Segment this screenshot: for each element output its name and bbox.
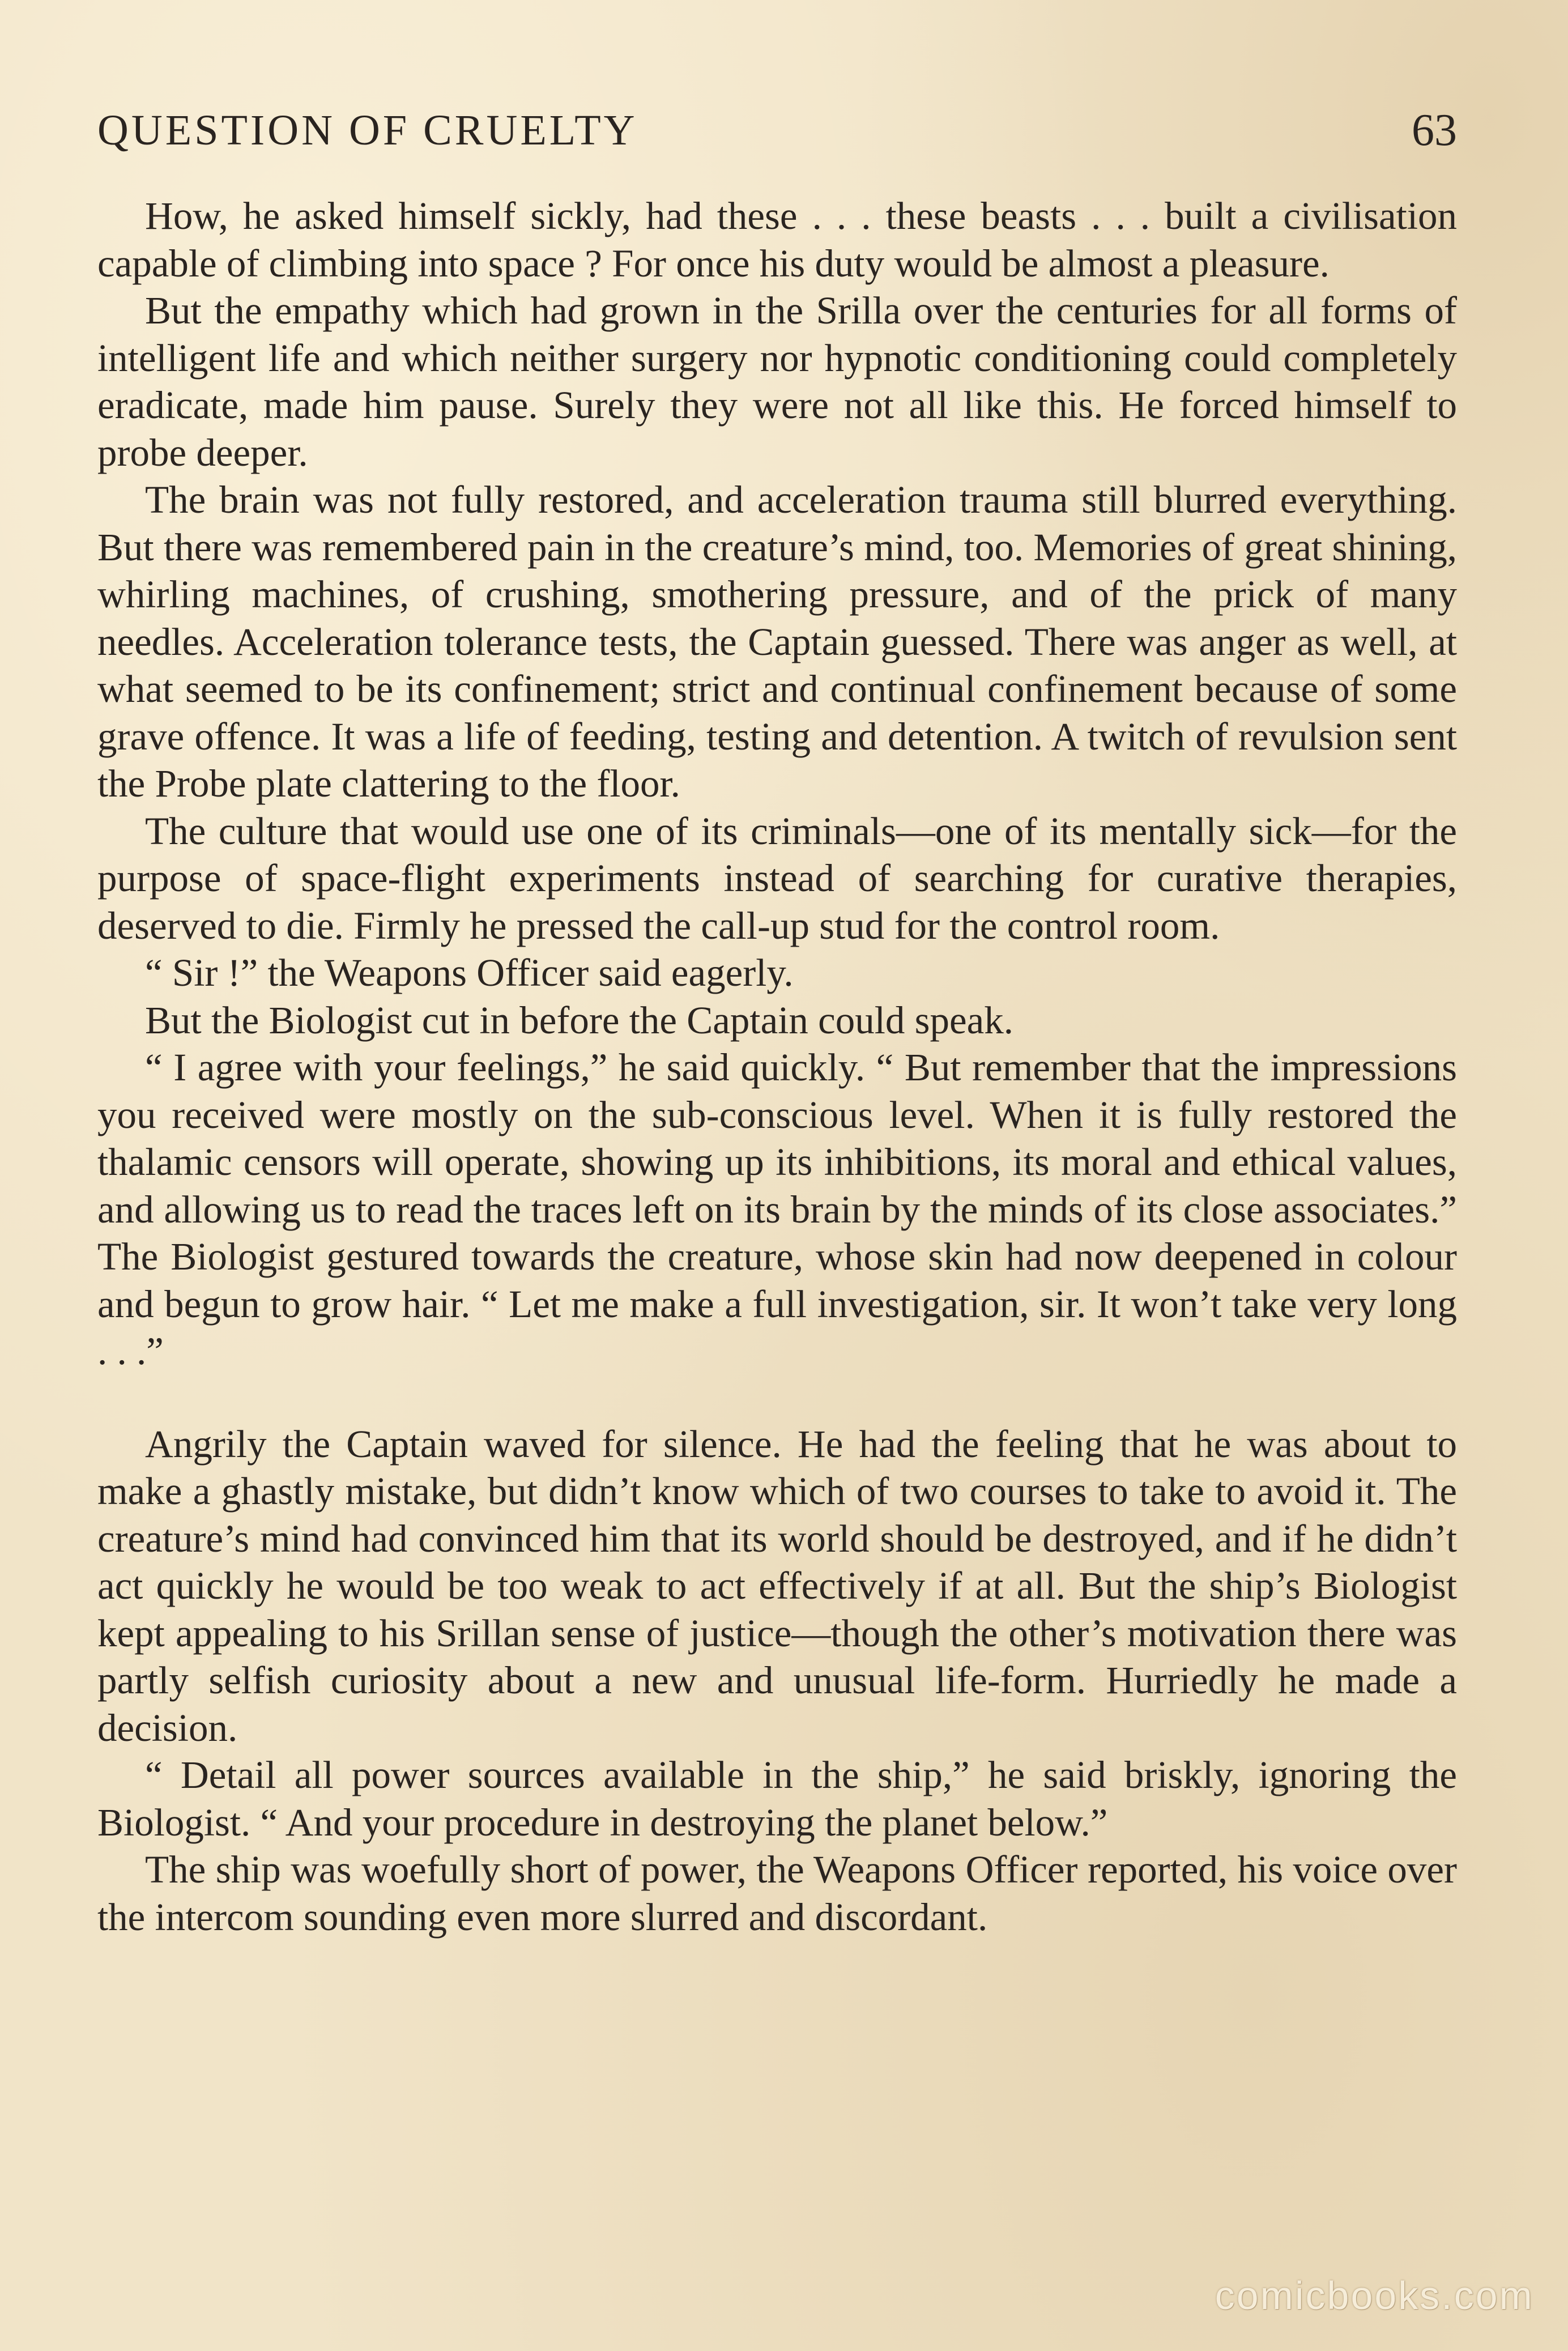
- paragraph: The ship was woefully short of power, the Weapons Officer reported, his voice over the intercom sounding even more slurred and discordant.: [97, 1848, 1457, 1939]
- watermark: comicbooks.com: [1215, 2273, 1534, 2318]
- book-page: [97, 85, 1457, 2238]
- paragraph: Angrily the Captain waved for silence. He had the feeling that he was about to make a ghastly mistake, but didn’t know which of two courses to take to avoid it. The creature’s mind had convinced him that its world should be destroyed, and if he didn’t act quickly he would be too weak to act effectively if at all. But the ship’s Biologist kept appealing to his Srillan sense of justice—though the other’s motivation there was partly selfish curiosity about a new and unusual life-form. Hurriedly he made a decision.: [97, 1422, 1457, 1749]
- running-title: QUESTION OF CRUELTY: [97, 107, 638, 154]
- body-text: [97, 193, 1457, 1941]
- paragraph: But the empathy which had grown in the Srilla over the centuries for all forms of intelligent life and which neither surgery nor hypnotic conditioning could completely eradicate, made him pause. Surely they were not all like this. He forced himself to probe deeper.: [97, 289, 1457, 474]
- paragraph: The brain was not fully restored, and acceleration trauma still blurred everything. But there was remembered pain in the creature’s mind, too. Memories of great shining, whirling machines, of crushing, smothering pressure, and of the prick of many needles. Acceleration tolerance tests, the Captain guessed. There was anger as well, at what seemed to be its confinement; strict and continual confinement because of some grave offence. It was a life of feeding, testing and detention. A twitch of revulsion sent the Probe plate clattering to the floor.: [97, 478, 1457, 805]
- page-number: 63: [1412, 105, 1457, 155]
- paragraph: “ I agree with your feelings,” he said quickly. “ But remember that the impressions you received were mostly on the sub-conscious level. When it is fully restored the thalamic censors will operate, showing up its inhibitions, its moral and ethical values, and allowing us to read the traces left on its brain by the minds of its close associates.” The Biologist gestured towards the creature, whose skin had now deepened in colour and begun to grow hair. “ Let me make a full investigation, sir. It won’t take very long . . .”: [97, 1046, 1457, 1373]
- paragraph: “ Sir !” the Weapons Officer said eagerly.: [145, 951, 794, 994]
- paragraph: How, he asked himself sickly, had these . . . these beasts . . . built a civilisation capable of climbing into space ? For once his duty would be almost a pleasure.: [97, 194, 1457, 285]
- running-head: [97, 99, 1457, 161]
- paragraph: “ Detail all power sources available in the ship,” he said briskly, ignoring the Biologist. “ And your procedure in destroying the planet below.”: [97, 1753, 1457, 1844]
- paragraph: But the Biologist cut in before the Captain could speak.: [145, 998, 1014, 1042]
- paragraph: The culture that would use one of its criminals—one of its mentally sick—for the purpose of space-flight experiments instead of searching for curative therapies, deserved to die. Firmly he pressed the call-up stud for the control room.: [97, 809, 1457, 947]
